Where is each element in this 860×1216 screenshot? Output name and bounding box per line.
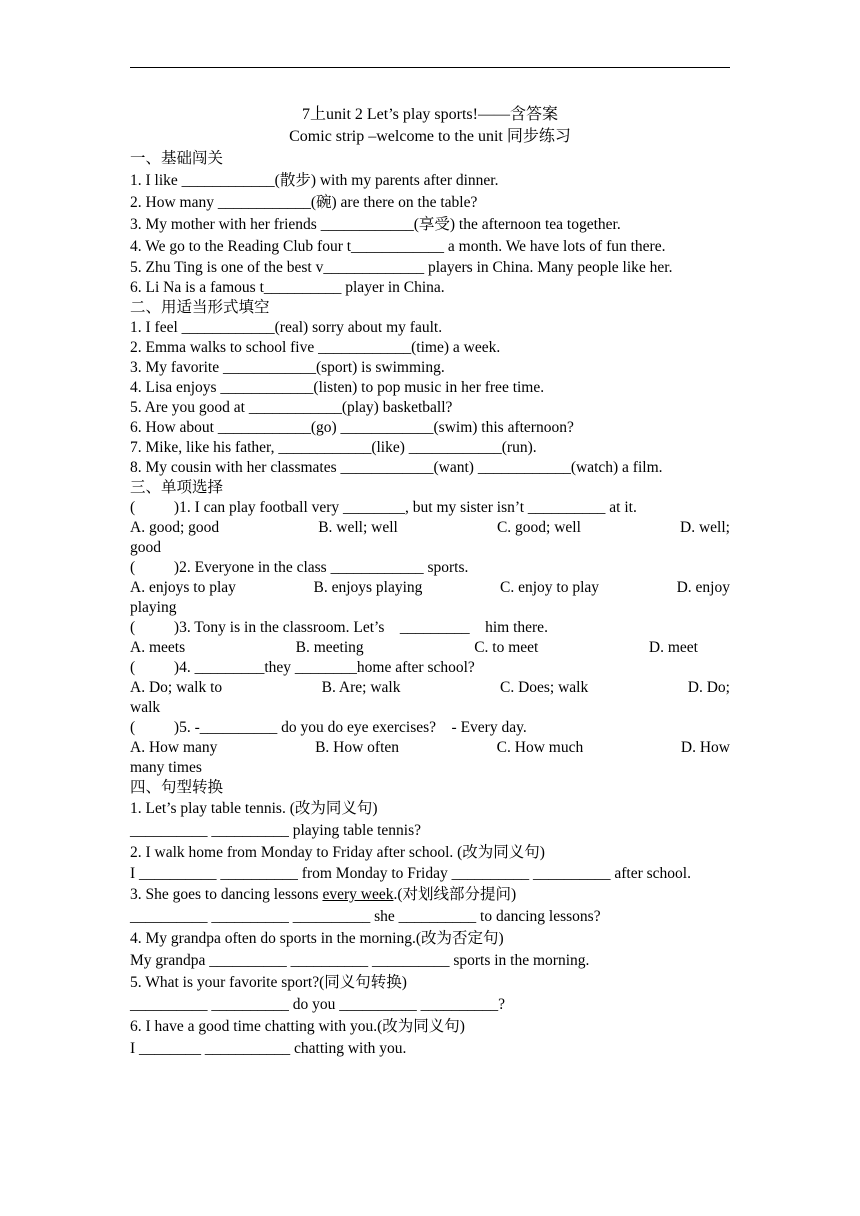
mc-option: A. good; good: [130, 519, 220, 536]
transform-prompt: 4. My grandpa often do sports in the morning.(改为否定句): [130, 930, 504, 947]
mc-question: ( )2. Everyone in the class ____________ sports.: [130, 559, 469, 576]
prompt-text: 3. She goes to dancing lessons: [130, 886, 323, 903]
transform-prompt: 1. Let’s play table tennis. (改为同义句): [130, 800, 378, 817]
exercise-item: 4. Lisa enjoys ____________(listen) to pop music in her free time.: [130, 379, 545, 396]
mc-option: B. meeting: [295, 639, 364, 656]
exercise-item: 5. Zhu Ting is one of the best v_____________ players in China. Many people like her.: [130, 259, 673, 276]
mc-option: C. Does; walk: [499, 679, 589, 696]
exercise-item: 3. My favorite ____________(sport) is swimming.: [130, 359, 445, 376]
exercise-item: 5. Are you good at ____________(play) basketball?: [130, 399, 453, 416]
worksheet: [130, 104, 730, 1060]
exercise-item: 7. Mike, like his father, ____________(like) ____________(run).: [130, 439, 537, 456]
header-rule: [130, 67, 730, 68]
mc-options: [130, 738, 730, 758]
transform-answer: __________ __________ playing table tennis?: [130, 822, 422, 839]
mc-option-wrap: walk: [130, 699, 161, 716]
exercise-item: 6. Li Na is a famous t__________ player in China.: [130, 279, 445, 296]
prompt-text: .(对划线部分提问): [393, 886, 517, 903]
mc-question: ( )1. I can play football very ________, but my sister isn’t __________ at it.: [130, 499, 637, 516]
transform-prompt: 2. I walk home from Monday to Friday after school. (改为同义句): [130, 844, 545, 861]
transform-answer: I ________ ___________ chatting with you.: [130, 1040, 407, 1057]
transform-prompt: 6. I have a good time chatting with you.(改为同义句): [130, 1018, 465, 1035]
mc-options: [130, 678, 730, 698]
mc-option: B. enjoys playing: [313, 579, 423, 596]
exercise-item: 1. I feel ____________(real) sorry about my fault.: [130, 319, 443, 336]
exercise-item: 2. How many ____________(碗) are there on the table?: [130, 194, 478, 211]
mc-option: D. well;: [680, 519, 730, 536]
exercise-item: 3. My mother with her friends ____________(享受) the afternoon tea together.: [130, 216, 621, 233]
section-heading-4: 四、句型转换: [130, 779, 224, 796]
transform-answer: __________ __________ do you __________ __________?: [130, 996, 506, 1013]
mc-question: ( )5. -__________ do you do eye exercises? - Every day.: [130, 719, 527, 736]
mc-options: [130, 638, 730, 658]
mc-option: A. meets: [130, 639, 186, 656]
underlined-phrase: every week: [322, 886, 394, 903]
exercise-item: 4. We go to the Reading Club four t____________ a month. We have lots of fun there.: [130, 238, 666, 255]
exercise-item: 1. I like ____________(散步) with my parents after dinner.: [130, 172, 499, 189]
transform-answer: My grandpa __________ __________ __________ sports in the morning.: [130, 952, 590, 969]
title-line-2: Comic strip –welcome to the unit 同步练习: [289, 128, 571, 145]
mc-option: B. well; well: [318, 519, 398, 536]
section-heading-3: 三、单项选择: [130, 479, 224, 496]
mc-question: ( )4. _________they ________home after school?: [130, 659, 475, 676]
mc-option: A. Do; walk to: [130, 679, 223, 696]
exercise-item: 6. How about ____________(go) ____________(swim) this afternoon?: [130, 419, 574, 436]
mc-options: [130, 518, 730, 538]
mc-option: D. Do;: [687, 679, 730, 696]
mc-option: C. How much: [496, 739, 584, 756]
transform-prompt: 5. What is your favorite sport?(同义句转换): [130, 974, 407, 991]
mc-option: C. good; well: [496, 519, 581, 536]
exercise-item: 2. Emma walks to school five ____________(time) a week.: [130, 339, 501, 356]
mc-option: A. How many: [130, 739, 218, 756]
mc-option: D. meet: [648, 639, 698, 656]
mc-options: [130, 578, 730, 598]
mc-question: ( )3. Tony is in the classroom. Let’s _________ him there.: [130, 619, 548, 636]
section-heading-1: 一、基础闯关: [130, 150, 224, 167]
exercise-item: 8. My cousin with her classmates ____________(want) ____________(watch) a film.: [130, 459, 663, 476]
mc-option-wrap: playing: [130, 599, 177, 616]
mc-option: B. How often: [315, 739, 400, 756]
mc-option: B. Are; walk: [321, 679, 401, 696]
mc-option: D. How: [680, 739, 730, 756]
mc-option: D. enjoy: [676, 579, 730, 596]
transform-prompt: [130, 884, 730, 906]
mc-option-wrap: good: [130, 539, 161, 556]
mc-option: C. to meet: [474, 639, 539, 656]
mc-option-wrap: many times: [130, 759, 202, 776]
title-line-1: 7上unit 2 Let’s play sports!——含答案: [302, 106, 558, 123]
transform-answer: I __________ __________ from Monday to Friday __________ __________ after school.: [130, 865, 691, 882]
transform-answer: __________ __________ __________ she __________ to dancing lessons?: [130, 908, 601, 925]
mc-option: A. enjoys to play: [130, 579, 236, 596]
mc-option: C. enjoy to play: [500, 579, 600, 596]
section-heading-2: 二、用适当形式填空: [130, 299, 270, 316]
